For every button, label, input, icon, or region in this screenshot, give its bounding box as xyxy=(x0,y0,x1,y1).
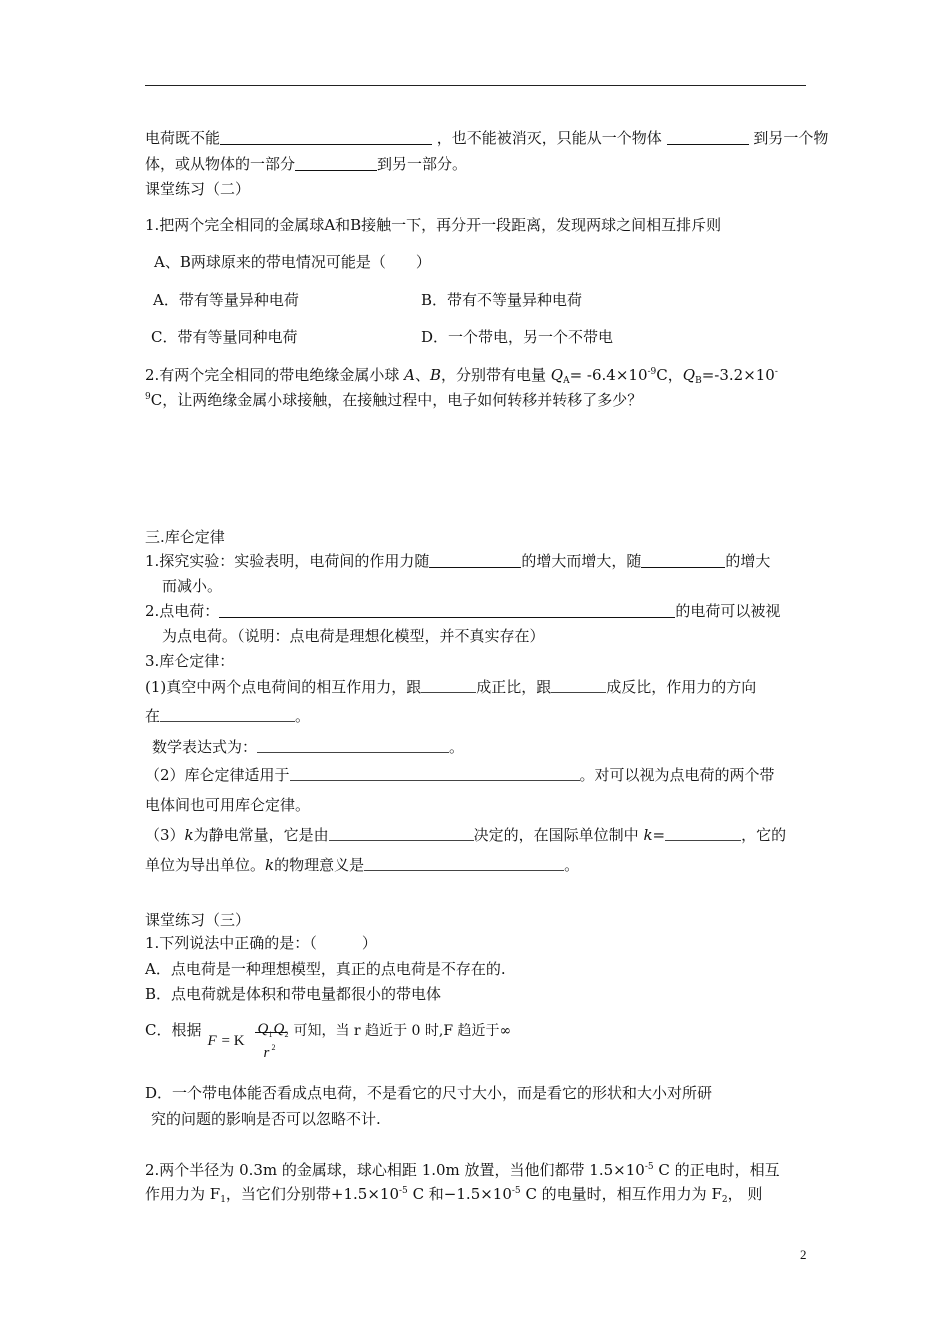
subsection-title: 3.库仑定律： xyxy=(145,652,235,670)
fill-blank[interactable] xyxy=(295,155,377,171)
text-line: 为点电荷。（说明：点电荷是理想化模型，并不真实存在） xyxy=(162,627,545,645)
question-2: 2.有两个完全相同的带电绝缘金属小球 A、B，分别带有电量 $Q_A= -6.4\times 10^{-9}C$，$Q_B=-3.2\times 10^-$ xyxy=(145,366,778,386)
fill-blank[interactable] xyxy=(641,552,725,568)
text-line: (1)真空中两个点电荷间的相互作用力，跟 成正比，跟 成反比，作用力的方向 xyxy=(145,678,757,696)
fill-blank[interactable] xyxy=(257,739,449,753)
option-c: C．根据 F = K Q 1 Q 2 r 2 可知，当 r 趋近于 0 时,F 趋近于∞ xyxy=(145,1010,511,1054)
question-stem: A、B两球原来的带电情况可能是（ ） xyxy=(154,253,431,271)
question-2: 2.两个半径为 0.3m 的金属球，球心相距 1.0m 放置，当他们都带 $1.5\times 10^{-5}$ C 的正电时，相互 xyxy=(145,1161,780,1179)
text-line: 体，或从物体的一部分 到另一部分。 xyxy=(145,155,468,173)
option-c: C．带有等量同种电荷 xyxy=(151,328,298,346)
text-line: （2）库仑定律适用于 。对可以视为点电荷的两个带 xyxy=(145,766,775,784)
fill-blank[interactable] xyxy=(364,857,564,871)
text-line: 1.探究实验：实验表明，电荷间的作用力随 的增大而增大，随 的增大 xyxy=(145,552,771,570)
text-line: 电荷既不能 ，也不能被消灭，只能从一个物体 到另一个物 xyxy=(145,129,829,147)
text-line: 而减小。 xyxy=(162,577,223,595)
option-b: B．带有不等量异种电荷 xyxy=(421,291,583,309)
text-line: （3）k为静电常量，它是由 决定的，在国际单位制中 k= ，它的 xyxy=(145,826,787,844)
fill-blank[interactable] xyxy=(551,679,606,693)
question-stem: 1.下列说法中正确的是：（ ） xyxy=(145,934,377,952)
section-title: 三.库仑定律 xyxy=(145,528,225,546)
fill-blank[interactable] xyxy=(329,827,474,841)
fill-blank[interactable] xyxy=(290,767,580,781)
text-line: 电体间也可用库仑定律。 xyxy=(145,796,311,814)
question-stem: 1.把两个完全相同的金属球A和B接触一下，再分开一段距离，发现两球之间相互排斥则 xyxy=(145,216,722,234)
option-b: B．点电荷就是体积和带电量都很小的带电体 xyxy=(145,985,442,1003)
option-d-cont: 究的问题的影响是否可以忽略不计. xyxy=(151,1110,381,1128)
fill-blank[interactable] xyxy=(160,708,295,722)
option-a: A．带有等量异种电荷 xyxy=(153,291,299,309)
fill-blank[interactable] xyxy=(665,827,741,841)
option-d: D．一个带电，另一个不带电 xyxy=(421,328,614,346)
question-2-cont: $^9$C，让两绝缘金属小球接触，在接触过程中，电子如何转移并转移了多少？ xyxy=(145,391,643,409)
section-title: 课堂练习（三） xyxy=(145,911,251,929)
page-number: 2 xyxy=(800,1247,807,1262)
fill-blank[interactable] xyxy=(219,602,675,618)
option-a: A．点电荷是一种理想模型，真正的点电荷是不存在的. xyxy=(145,960,506,978)
text-line: 单位为导出单位。k的物理意义是 。 xyxy=(145,856,580,874)
text-line: 在 。 xyxy=(145,707,311,725)
section-title: 课堂练习（二） xyxy=(145,180,251,198)
fill-blank[interactable] xyxy=(667,129,749,145)
fill-blank[interactable] xyxy=(421,679,476,693)
coulomb-formula: F = K Q 1 Q 2 r 2 xyxy=(207,1021,289,1061)
fill-blank[interactable] xyxy=(429,552,521,568)
header-rule xyxy=(145,85,806,86)
text-line: 数学表达式为： 。 xyxy=(152,738,465,756)
option-d: D．一个带电体能否看成点电荷，不是看它的尺寸大小，而是看它的形状和大小对所研 xyxy=(145,1084,713,1102)
text-line: 2.点电荷： 的电荷可以被视 xyxy=(145,602,781,620)
question-2-cont: 作用力为 $F_1$，当它们分别带$+1.5\times 10^{-5}$ C 和$-1.5\times 10^{-5}$ C 的电量时，相互作用力为 $F_2$， 则 xyxy=(145,1185,763,1205)
fill-blank[interactable] xyxy=(220,129,432,145)
